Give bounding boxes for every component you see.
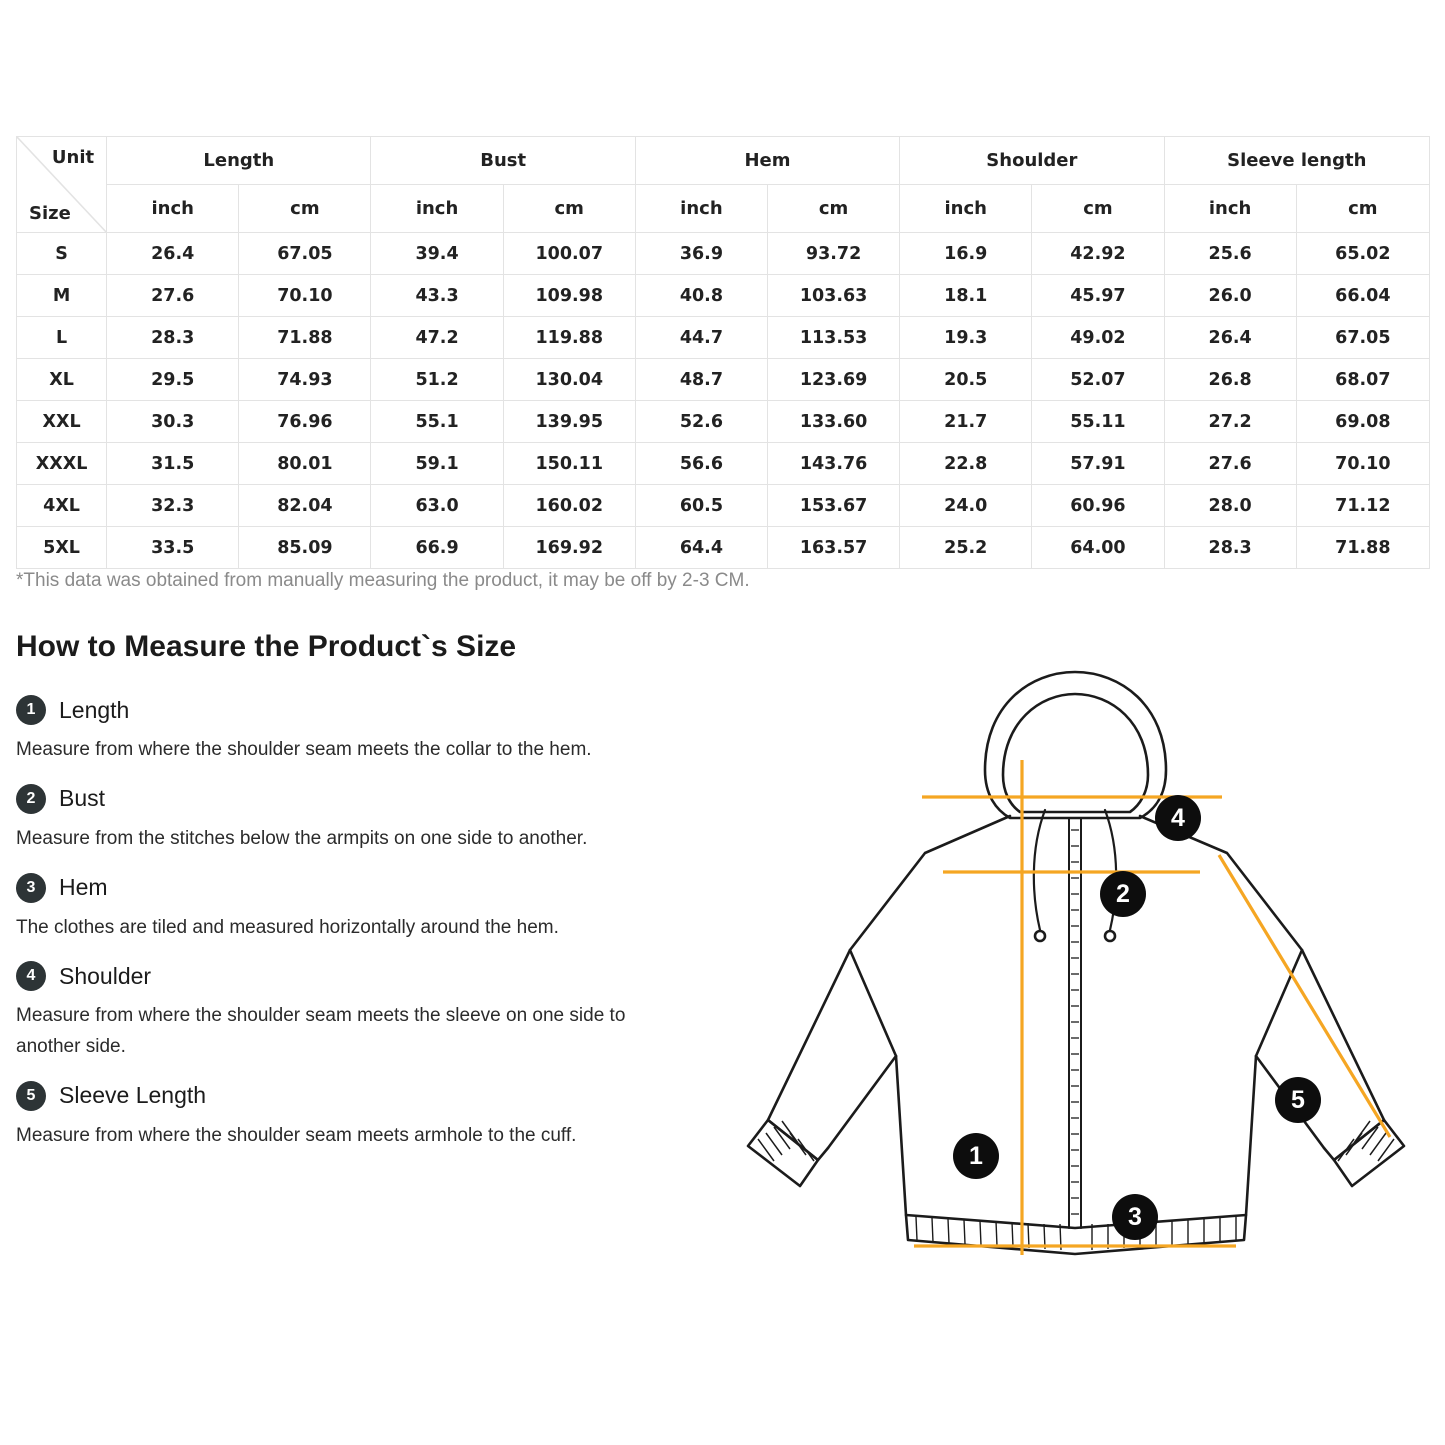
cell: 70.10 <box>1296 443 1429 485</box>
step-number-badge: 1 <box>16 695 46 725</box>
cell: 64.00 <box>1032 527 1164 569</box>
cell: 82.04 <box>239 485 371 527</box>
cell: 69.08 <box>1296 401 1429 443</box>
cell: 43.3 <box>371 275 503 317</box>
cell: 26.8 <box>1164 359 1296 401</box>
subheader-sleeve-cm: cm <box>1296 185 1429 233</box>
cell: 28.3 <box>1164 527 1296 569</box>
step-description: Measure from where the shoulder seam meets the collar to the hem. <box>16 739 592 760</box>
marker-4-shoulder: 4 <box>1155 795 1201 841</box>
cell: 45.97 <box>1032 275 1164 317</box>
cell: 52.6 <box>635 401 767 443</box>
cell: 18.1 <box>900 275 1032 317</box>
table-header <box>17 137 1430 233</box>
cell: 42.92 <box>1032 233 1164 275</box>
subheader-shoulder-inch: inch <box>900 185 1032 233</box>
step-description: The clothes are tiled and measured horizontally around the hem. <box>16 916 559 938</box>
cell: 26.4 <box>107 233 239 275</box>
cell: 67.05 <box>1296 317 1429 359</box>
measure-step-bust <box>16 784 656 855</box>
table-corner-cell <box>17 137 107 233</box>
cell: 68.07 <box>1296 359 1429 401</box>
step-title: Shoulder <box>59 962 152 989</box>
cell: 169.92 <box>503 527 635 569</box>
step-header <box>16 1081 656 1111</box>
cell: 25.2 <box>900 527 1032 569</box>
subheader-bust-cm: cm <box>503 185 635 233</box>
table-row <box>17 401 1430 443</box>
marker-1-length: 1 <box>953 1133 999 1179</box>
subheader-sleeve-inch: inch <box>1164 185 1296 233</box>
cell: 103.63 <box>768 275 900 317</box>
cell: 55.1 <box>371 401 503 443</box>
cell: 59.1 <box>371 443 503 485</box>
size-table-container <box>16 136 1430 569</box>
zipper-teeth <box>1071 830 1079 1214</box>
table-row <box>17 233 1430 275</box>
step-description: Measure from the stitches below the armpits on one side to another. <box>16 827 588 849</box>
cell: 22.8 <box>900 443 1032 485</box>
cell: 27.6 <box>107 275 239 317</box>
right-sleeve-outline <box>1140 816 1384 1160</box>
cell: 31.5 <box>107 443 239 485</box>
body-sides <box>896 1056 1256 1228</box>
row-size-label: L <box>17 317 107 359</box>
cell: 71.88 <box>239 317 371 359</box>
measurement-guide-lines <box>914 760 1390 1255</box>
cell: 65.02 <box>1296 233 1429 275</box>
row-size-label: XXXL <box>17 443 107 485</box>
cell: 133.60 <box>768 401 900 443</box>
cell: 39.4 <box>371 233 503 275</box>
cell: 32.3 <box>107 485 239 527</box>
step-title: Sleeve Length <box>59 1082 207 1109</box>
row-size-label: S <box>17 233 107 275</box>
measure-step-length <box>16 695 656 766</box>
cell: 70.10 <box>239 275 371 317</box>
step-header <box>16 961 656 991</box>
subheader-length-cm: cm <box>239 185 371 233</box>
table-row <box>17 485 1430 527</box>
cell: 93.72 <box>768 233 900 275</box>
cell: 27.6 <box>1164 443 1296 485</box>
cell: 150.11 <box>503 443 635 485</box>
step-description: Measure from where the shoulder seam meets the sleeve on one side to another side. <box>16 1005 626 1058</box>
column-group-bust: Bust <box>371 137 635 185</box>
step-number-badge: 2 <box>16 784 46 814</box>
cell: 36.9 <box>635 233 767 275</box>
left-sleeve-outline <box>768 816 1010 1160</box>
cell: 130.04 <box>503 359 635 401</box>
cell: 80.01 <box>239 443 371 485</box>
drawstring-left <box>1034 810 1045 930</box>
table-body <box>17 233 1430 569</box>
subheader-bust-inch: inch <box>371 185 503 233</box>
cell: 71.88 <box>1296 527 1429 569</box>
row-size-label: XXL <box>17 401 107 443</box>
cell: 21.7 <box>900 401 1032 443</box>
marker-2-bust: 2 <box>1100 871 1146 917</box>
step-title: Hem <box>59 874 108 901</box>
how-to-measure-title: How to Measure the Product`s Size <box>16 630 517 663</box>
subheader-hem-inch: inch <box>635 185 767 233</box>
cell: 19.3 <box>900 317 1032 359</box>
step-header <box>16 784 656 814</box>
cell: 143.76 <box>768 443 900 485</box>
cell: 74.93 <box>239 359 371 401</box>
measure-step-shoulder <box>16 961 656 1063</box>
cell: 71.12 <box>1296 485 1429 527</box>
left-sleeve-inner <box>828 1056 896 1148</box>
cell: 52.07 <box>1032 359 1164 401</box>
step-number-badge: 3 <box>16 873 46 903</box>
cell: 49.02 <box>1032 317 1164 359</box>
row-size-label: M <box>17 275 107 317</box>
step-title: Bust <box>59 785 106 812</box>
cell: 26.0 <box>1164 275 1296 317</box>
column-group-shoulder: Shoulder <box>900 137 1164 185</box>
row-size-label: 4XL <box>17 485 107 527</box>
step-title: Length <box>59 696 130 723</box>
cell: 119.88 <box>503 317 635 359</box>
cell: 28.3 <box>107 317 239 359</box>
step-description: Measure from where the shoulder seam meets armhole to the cuff. <box>16 1124 577 1146</box>
cell: 160.02 <box>503 485 635 527</box>
cell: 76.96 <box>239 401 371 443</box>
cell: 40.8 <box>635 275 767 317</box>
cell: 24.0 <box>900 485 1032 527</box>
table-group-header-row <box>17 137 1430 185</box>
marker-3-hem: 3 <box>1112 1194 1158 1240</box>
cell: 48.7 <box>635 359 767 401</box>
column-group-hem: Hem <box>635 137 899 185</box>
hood-inner <box>1003 694 1148 812</box>
cell: 25.6 <box>1164 233 1296 275</box>
column-group-length: Length <box>107 137 371 185</box>
cell: 60.96 <box>1032 485 1164 527</box>
cell: 28.0 <box>1164 485 1296 527</box>
cell: 63.0 <box>371 485 503 527</box>
cell: 66.9 <box>371 527 503 569</box>
hoodie-measurement-diagram <box>700 650 1430 1290</box>
cell: 20.5 <box>900 359 1032 401</box>
cell: 139.95 <box>503 401 635 443</box>
measurement-disclaimer: *This data was obtained from manually measuring the product, it may be off by 2-3 CM. <box>16 570 750 591</box>
cell: 100.07 <box>503 233 635 275</box>
marker-5-sleeve: 5 <box>1275 1077 1321 1123</box>
hem-band <box>906 1215 1246 1254</box>
right-armhole <box>1256 950 1302 1056</box>
drawstring-tip-right <box>1105 931 1115 941</box>
subheader-shoulder-cm: cm <box>1032 185 1164 233</box>
cell: 153.67 <box>768 485 900 527</box>
cell: 56.6 <box>635 443 767 485</box>
measure-steps-list <box>16 695 656 1170</box>
table-row <box>17 317 1430 359</box>
cell: 109.98 <box>503 275 635 317</box>
cell: 29.5 <box>107 359 239 401</box>
cell: 66.04 <box>1296 275 1429 317</box>
table-row <box>17 275 1430 317</box>
cell: 33.5 <box>107 527 239 569</box>
cell: 57.91 <box>1032 443 1164 485</box>
size-label: Size <box>29 203 71 224</box>
cell: 26.4 <box>1164 317 1296 359</box>
step-header <box>16 873 656 903</box>
drawstring-tip-left <box>1035 931 1045 941</box>
left-armhole <box>850 950 896 1056</box>
cuff-ribbing <box>758 1121 1394 1161</box>
hoodie-illustration-svg <box>700 650 1430 1290</box>
table-row <box>17 443 1430 485</box>
cell: 64.4 <box>635 527 767 569</box>
cell: 60.5 <box>635 485 767 527</box>
row-size-label: 5XL <box>17 527 107 569</box>
step-number-badge: 5 <box>16 1081 46 1111</box>
subheader-hem-cm: cm <box>768 185 900 233</box>
cell: 163.57 <box>768 527 900 569</box>
cell: 47.2 <box>371 317 503 359</box>
cell: 113.53 <box>768 317 900 359</box>
step-header <box>16 695 656 725</box>
cell: 51.2 <box>371 359 503 401</box>
cell: 44.7 <box>635 317 767 359</box>
cell: 30.3 <box>107 401 239 443</box>
step-number-badge: 4 <box>16 961 46 991</box>
measure-step-hem <box>16 873 656 944</box>
unit-label: Unit <box>51 147 95 168</box>
table-unit-header-row <box>17 185 1430 233</box>
subheader-length-inch: inch <box>107 185 239 233</box>
row-size-label: XL <box>17 359 107 401</box>
table-row <box>17 527 1430 569</box>
measure-step-sleeve-length <box>16 1081 656 1152</box>
cell: 67.05 <box>239 233 371 275</box>
cell: 55.11 <box>1032 401 1164 443</box>
cell: 16.9 <box>900 233 1032 275</box>
column-group-sleeve-length: Sleeve length <box>1164 137 1429 185</box>
cell: 123.69 <box>768 359 900 401</box>
cell: 85.09 <box>239 527 371 569</box>
cell: 27.2 <box>1164 401 1296 443</box>
table-row <box>17 359 1430 401</box>
size-table <box>16 136 1430 569</box>
